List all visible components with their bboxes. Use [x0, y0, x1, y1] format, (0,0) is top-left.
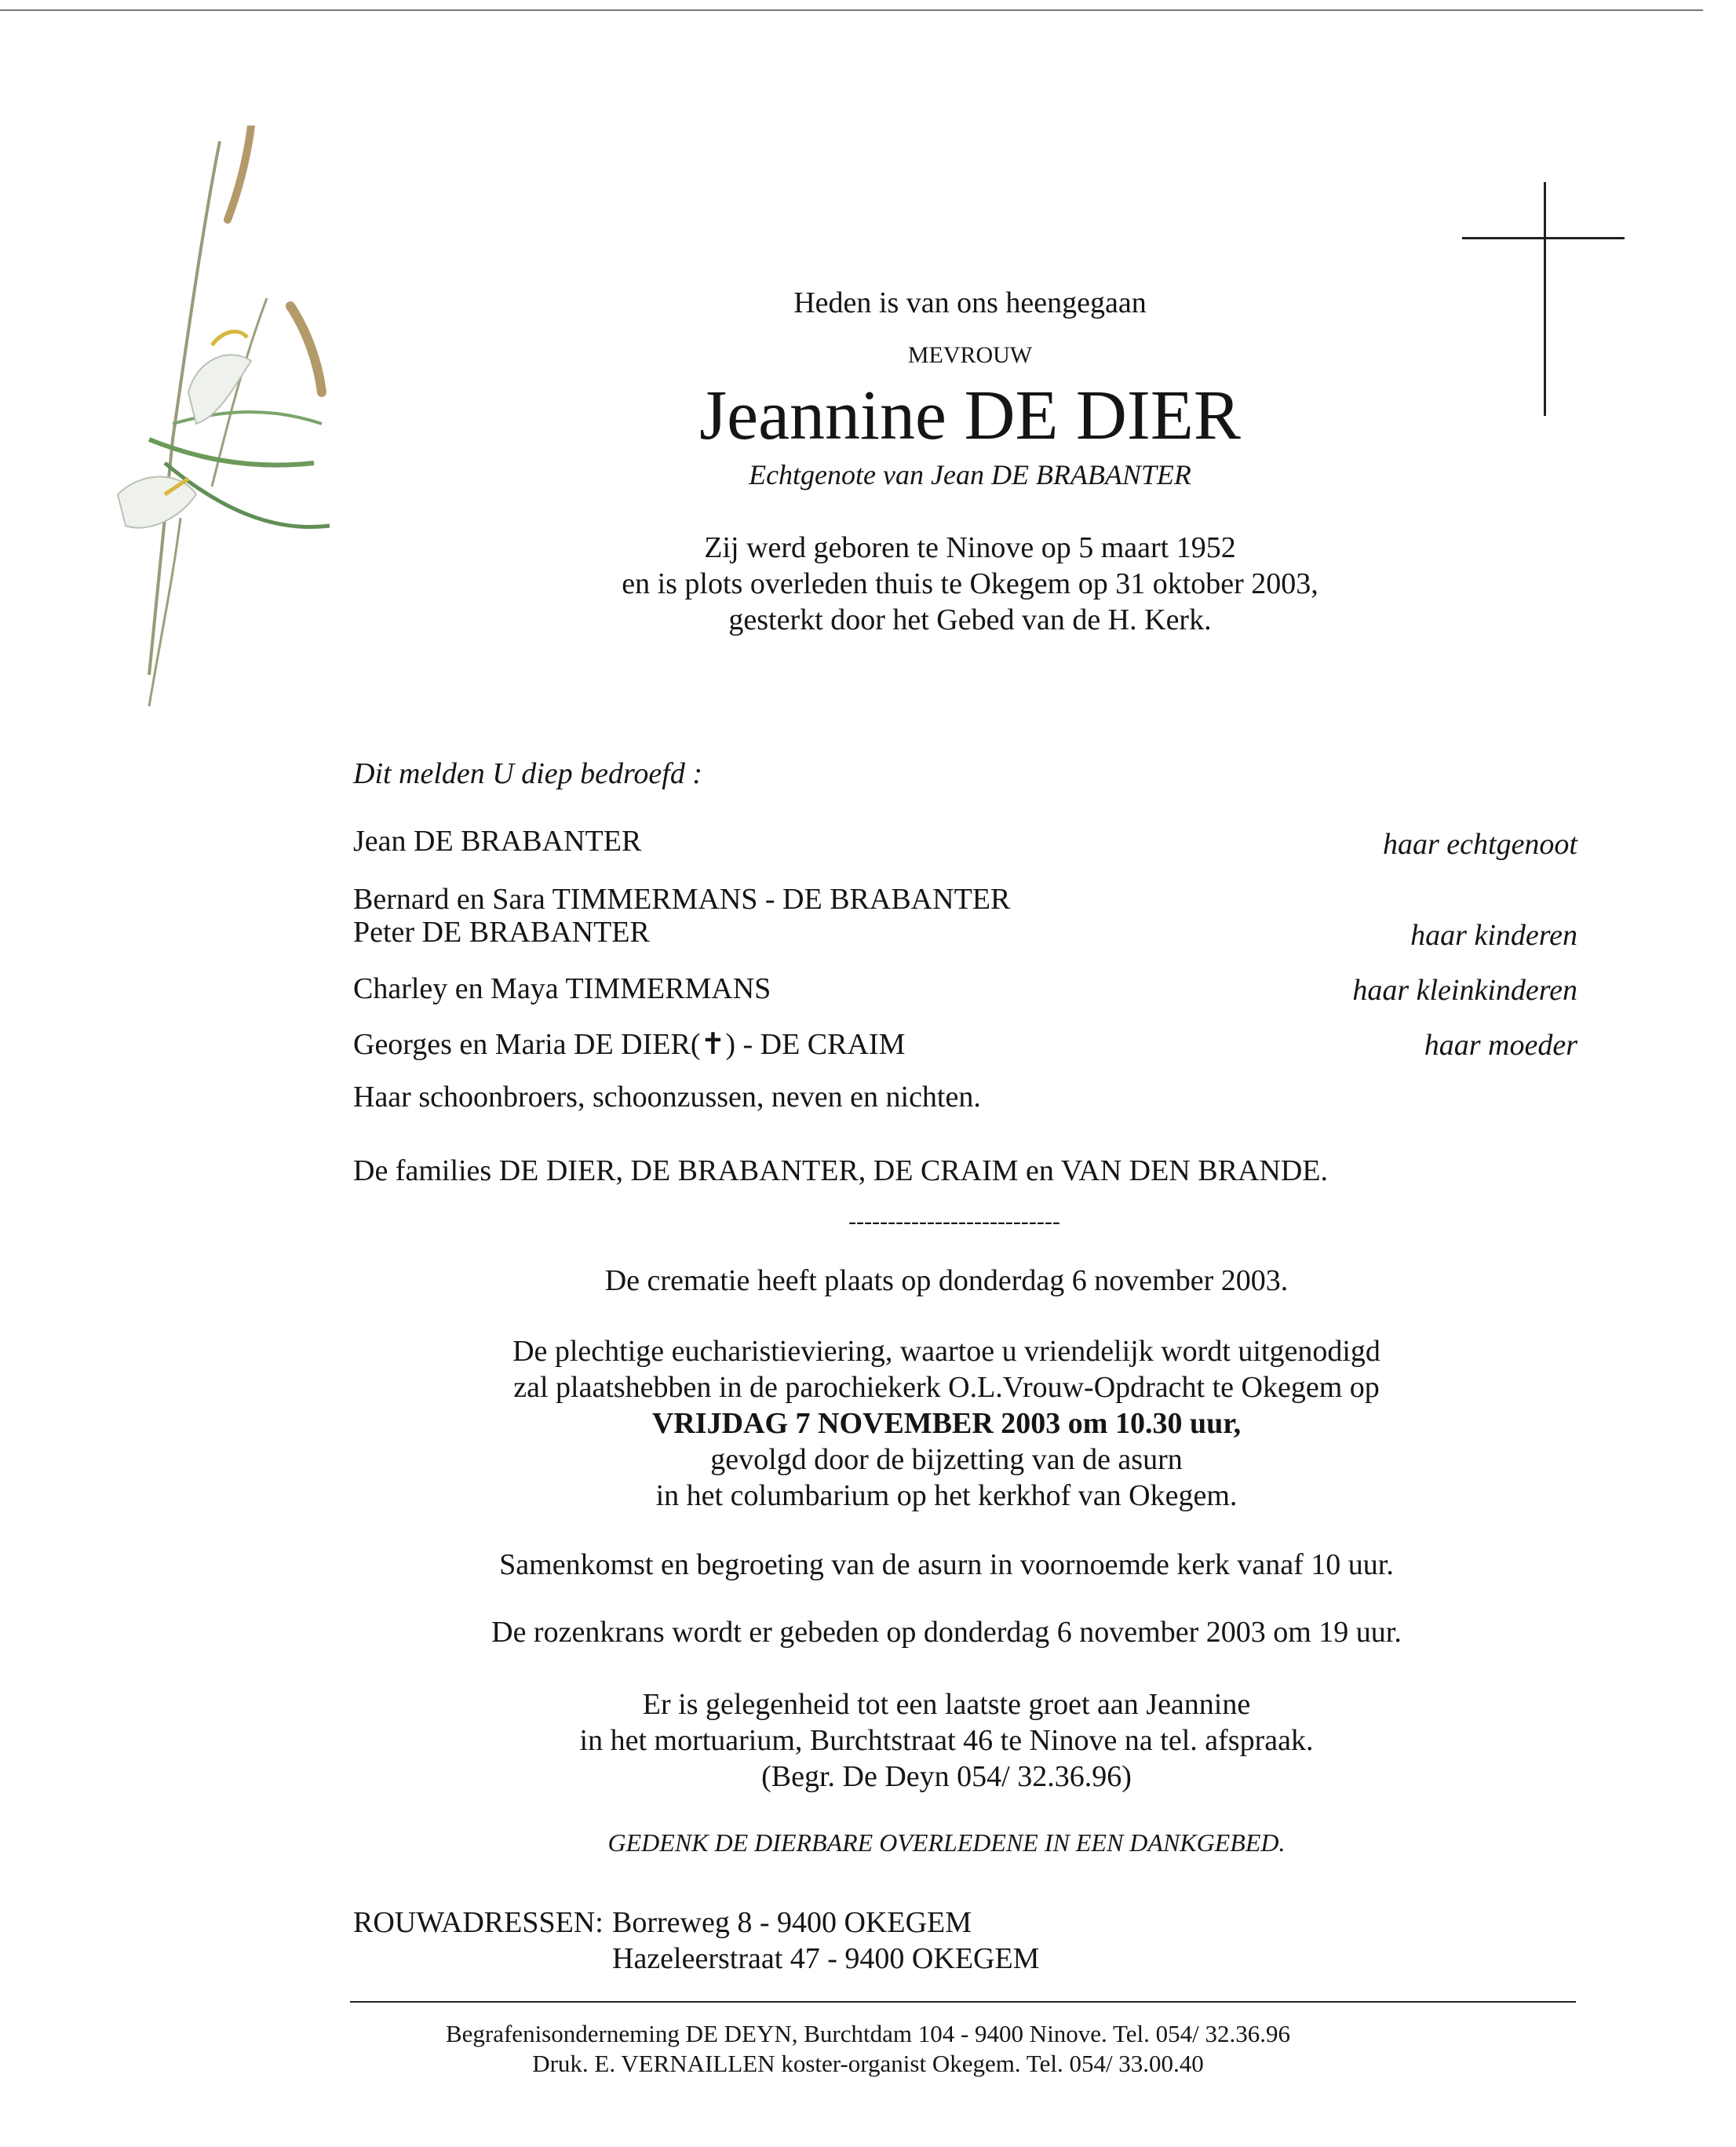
spouse-line: Echtgenote van Jean DE BRABANTER [749, 459, 1191, 490]
addresses-label: ROUWADRESSEN: [353, 1906, 604, 1939]
mourner-name: Haar schoonbroers, schoonzussen, neven en nichten. [353, 1081, 981, 1114]
mourner-name: Georges en Maria DE DIER(✝) - DE CRAIM [353, 1028, 906, 1061]
mourner-name: Jean DE BRABANTER [353, 825, 642, 858]
mourners-intro: Dit melden U diep bedroefd : [353, 757, 702, 790]
mourner-relation: haar echtgenoot [1382, 828, 1577, 861]
mass-line-1: De plechtige eucharistieviering, waartoe u vriendelijk wordt uitgenodigd [512, 1335, 1380, 1368]
mourner-relation: haar moeder [1424, 1029, 1577, 1062]
footer-line-1: Begrafenisonderneming DE DEYN, Burchtdam 104 - 9400 Ninove. Tel. 054/ 32.36.96 [445, 2020, 1291, 2047]
farewell-line-1: Er is gelegenheid tot een laatste groet aan Jeannine [642, 1688, 1251, 1721]
footer-rule [350, 2001, 1576, 2003]
address-line-1: Borreweg 8 - 9400 OKEGEM [612, 1906, 972, 1939]
birth-line: Zij werd geboren te Ninove op 5 maart 1952 [704, 531, 1236, 564]
cross-horizontal [1462, 237, 1625, 239]
mourner-name: Charley en Maya TIMMERMANS [353, 972, 771, 1005]
mourner-relation: haar kleinkinderen [1352, 974, 1577, 1007]
rosary-line: De rozenkrans wordt er gebeden op donderdag 6 november 2003 om 19 uur. [491, 1616, 1402, 1649]
honorific: MEVROUW [907, 342, 1033, 368]
separator: --------------------------- [848, 1208, 1060, 1234]
mass-line-3: gevolgd door de bijzetting van de asurn [710, 1443, 1183, 1476]
mourner-relation: haar kinderen [1410, 919, 1577, 952]
footer-line-2: Druk. E. VERNAILLEN koster-organist Okegem. Tel. 054/ 33.00.40 [532, 2050, 1204, 2077]
gathering-line: Samenkomst en begroeting van de asurn in voornoemde kerk vanaf 10 uur. [499, 1548, 1394, 1581]
mass-date: VRIJDAG 7 NOVEMBER 2003 om 10.30 uur, [651, 1407, 1242, 1440]
top-rule [0, 9, 1703, 11]
strength-line: gesterkt door het Gebed van de H. Kerk. [728, 603, 1212, 636]
death-line: en is plots overleden thuis te Okegem op 31 oktober 2003, [622, 567, 1318, 600]
farewell-line-3: (Begr. De Deyn 054/ 32.36.96) [761, 1760, 1132, 1793]
address-line-2: Hazeleerstraat 47 - 9400 OKEGEM [612, 1942, 1040, 1975]
remember-line: GEDENK DE DIERBARE OVERLEDENE IN EEN DANKGEBED. [607, 1828, 1286, 1857]
mass-line-4: in het columbarium op het kerkhof van Okegem. [655, 1479, 1238, 1512]
farewell-line-2: in het mortuarium, Burchtstraat 46 te Ninove na tel. afspraak. [579, 1724, 1314, 1757]
intro-line: Heden is van ons heengegaan [793, 286, 1147, 319]
deceased-name: Jeannine DE DIER [699, 377, 1241, 454]
cremation-line: De crematie heeft plaats op donderdag 6 november 2003. [604, 1264, 1289, 1297]
mourner-name: Bernard en Sara TIMMERMANS - DE BRABANTER [353, 883, 1011, 916]
families-line: De families DE DIER, DE BRABANTER, DE CRAIM en VAN DEN BRANDE. [353, 1154, 1328, 1187]
calla-lily-wheat-illustration [71, 126, 400, 722]
mourner-name: Peter DE BRABANTER [353, 916, 650, 949]
mass-line-2: zal plaatshebben in de parochiekerk O.L.Vrouw-Opdracht te Okegem op [513, 1371, 1380, 1404]
cross-vertical [1544, 182, 1546, 416]
